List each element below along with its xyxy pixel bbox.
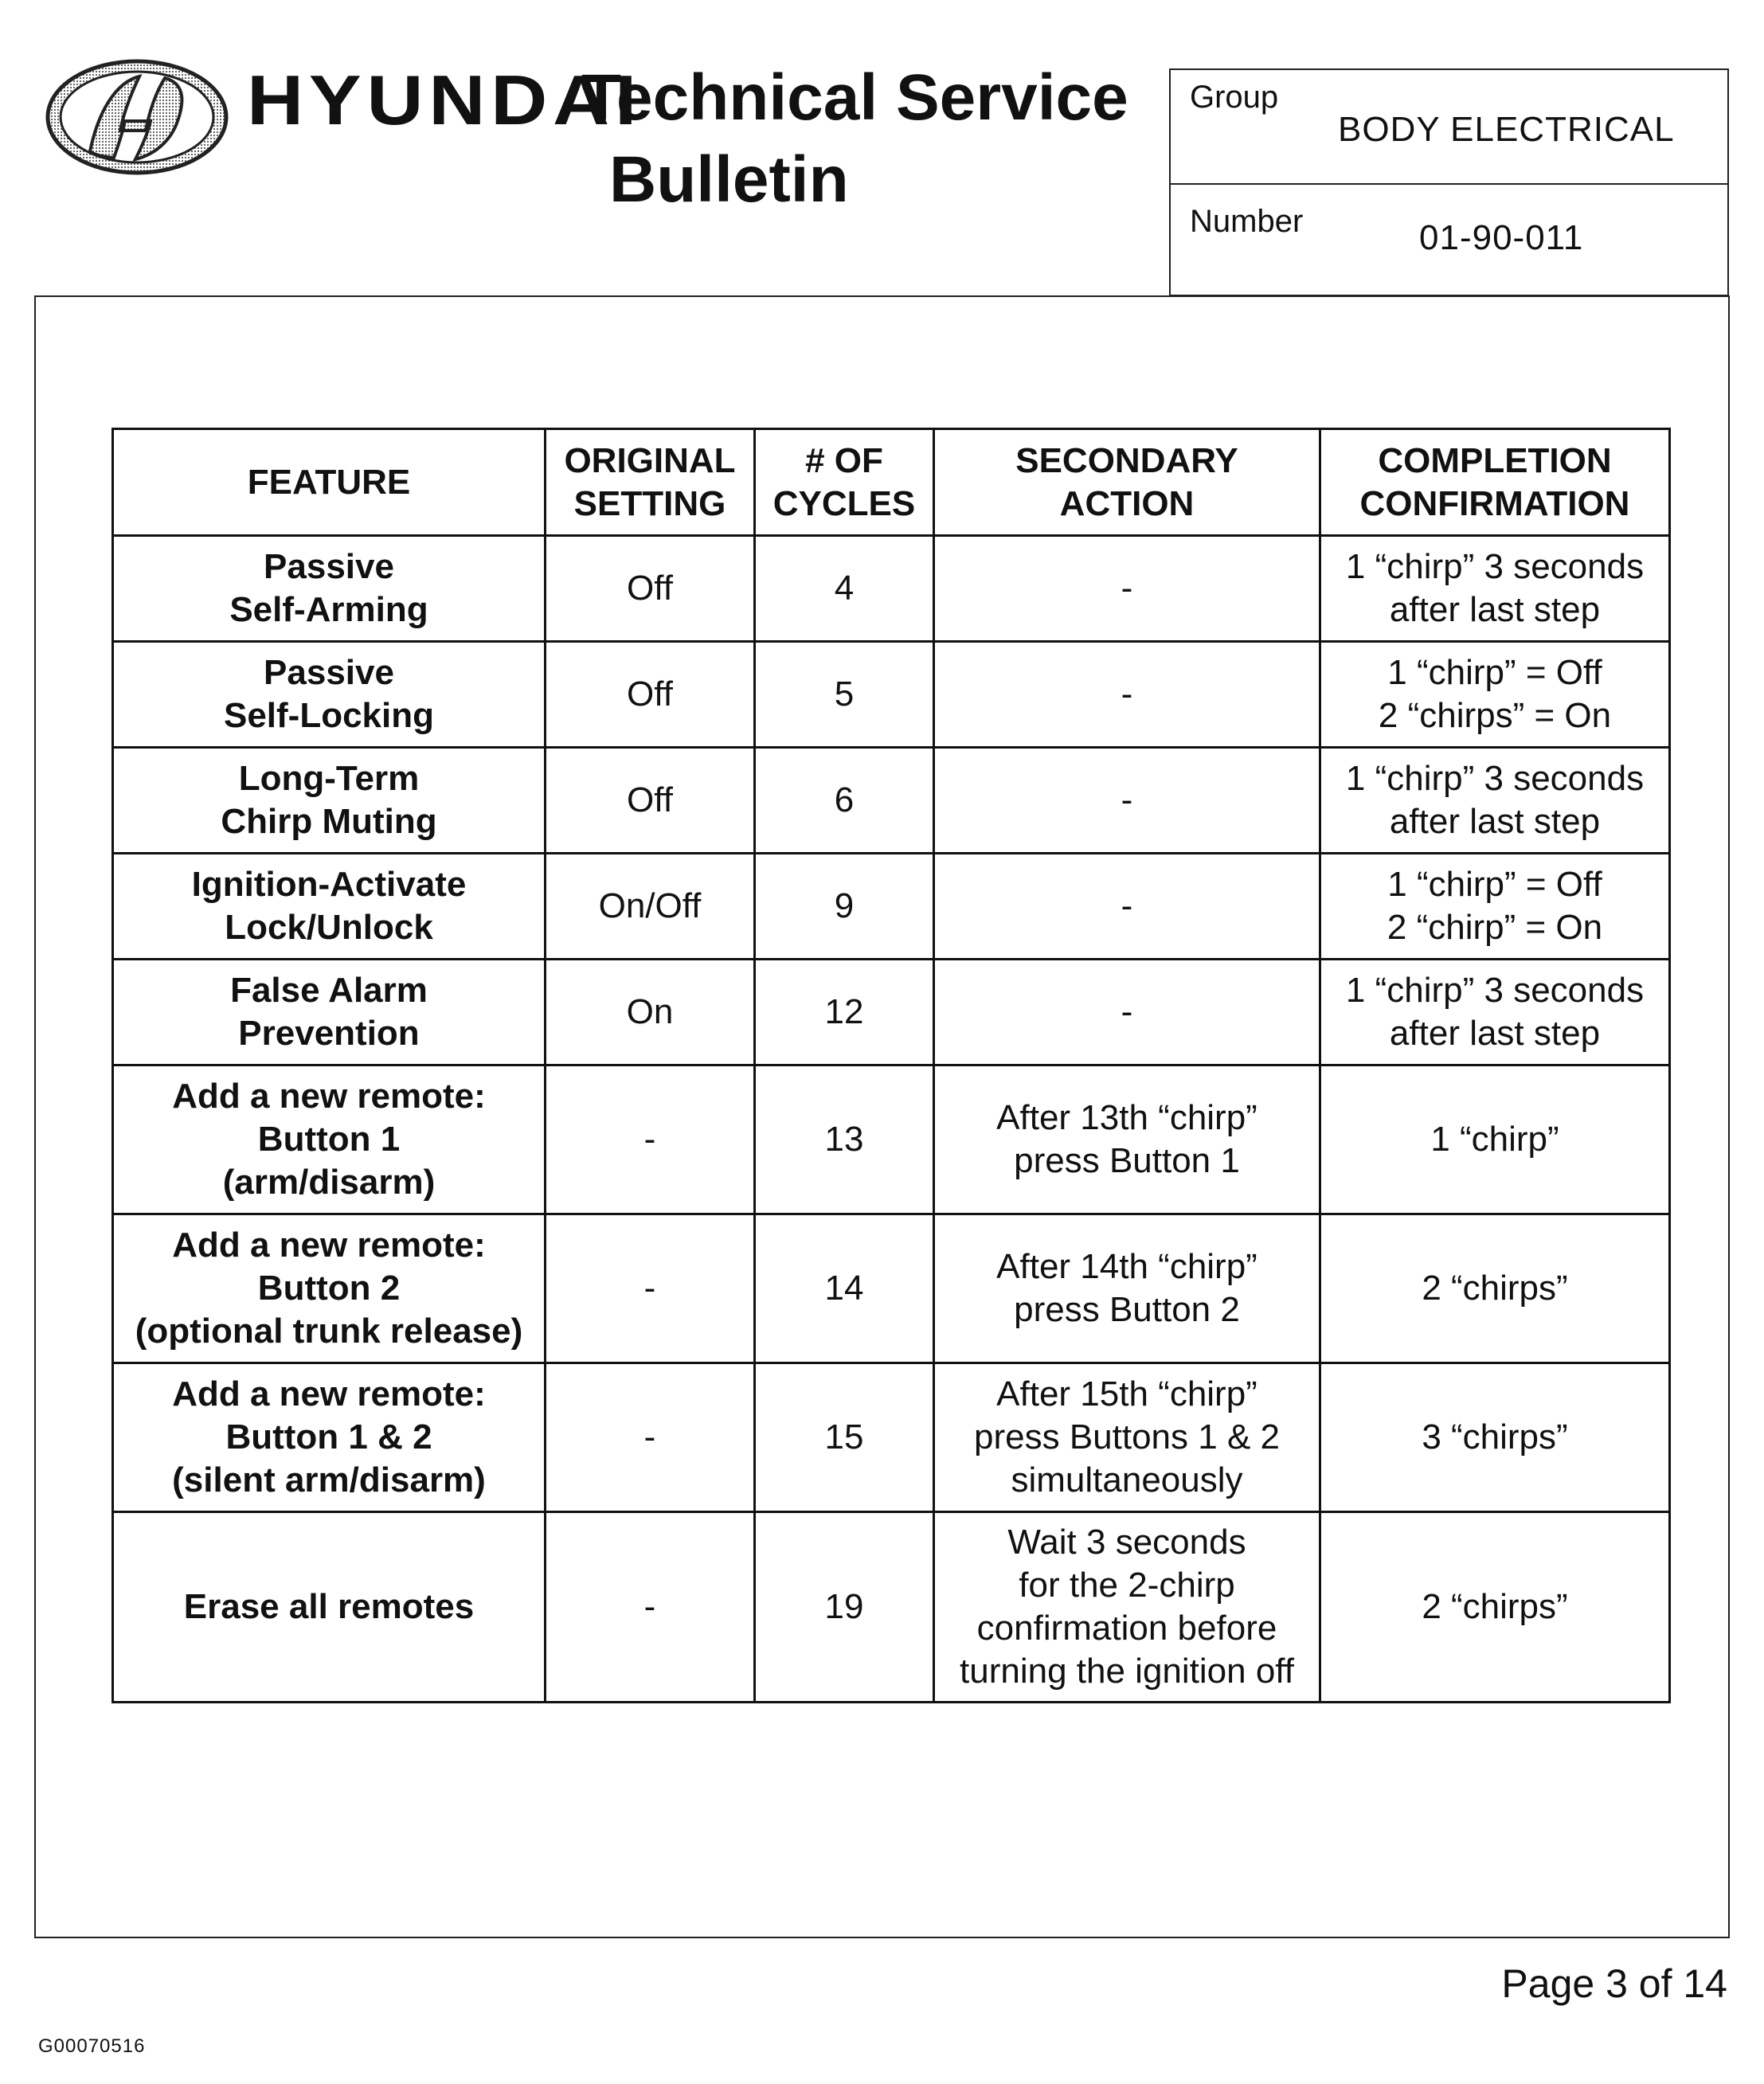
confirmation-cell: 1 “chirp” = Off 2 “chirps” = On <box>1320 642 1670 748</box>
feature-cell: Long-Term Chirp Muting <box>113 748 546 854</box>
original-setting-cell: - <box>546 1363 755 1512</box>
column-header-original-setting: ORIGINAL SETTING <box>546 429 755 536</box>
original-setting-cell: On <box>546 960 755 1065</box>
secondary-action-cell: - <box>934 748 1320 854</box>
bulletin-title-line1: Technical Service <box>581 61 1128 134</box>
cycles-cell: 15 <box>755 1363 934 1512</box>
secondary-action-cell: After 13th “chirp” press Button 1 <box>934 1065 1320 1214</box>
feature-table <box>111 428 1671 1703</box>
table-row <box>113 748 1670 854</box>
column-header-completion-confirmation: COMPLETION CONFIRMATION <box>1320 429 1670 536</box>
table-row <box>113 960 1670 1065</box>
table-row <box>113 854 1670 960</box>
confirmation-cell: 1 “chirp” 3 seconds after last step <box>1320 960 1670 1065</box>
cycles-cell: 4 <box>755 536 934 642</box>
secondary-action-cell: Wait 3 seconds for the 2-chirp confirmation before turning the ignition off <box>934 1512 1320 1703</box>
table-header-row <box>113 429 1670 536</box>
original-setting-cell: Off <box>546 642 755 748</box>
secondary-action-cell: After 15th “chirp” press Buttons 1 & 2 simultaneously <box>934 1363 1320 1512</box>
secondary-action-cell: - <box>934 536 1320 642</box>
table-row <box>113 536 1670 642</box>
secondary-action-cell: - <box>934 960 1320 1065</box>
cycles-cell: 9 <box>755 854 934 960</box>
brand-wordmark: HYUNDAI <box>247 61 643 139</box>
number-value: 01-90-011 <box>1419 218 1584 257</box>
confirmation-cell: 3 “chirps” <box>1320 1363 1670 1512</box>
column-header-secondary-action: SECONDARY ACTION <box>934 429 1320 536</box>
feature-cell: False Alarm Prevention <box>113 960 546 1065</box>
original-setting-cell: - <box>546 1065 755 1214</box>
bulletin-title-line2: Bulletin <box>609 143 849 216</box>
feature-cell: Ignition-Activate Lock/Unlock <box>113 854 546 960</box>
original-setting-cell: Off <box>546 748 755 854</box>
table-row <box>113 1214 1670 1363</box>
number-label: Number <box>1190 204 1304 239</box>
feature-cell: Add a new remote: Button 1 & 2 (silent arm/disarm) <box>113 1363 546 1512</box>
secondary-action-cell: After 14th “chirp” press Button 2 <box>934 1214 1320 1363</box>
table-row <box>113 642 1670 748</box>
secondary-action-cell: - <box>934 854 1320 960</box>
confirmation-cell: 2 “chirps” <box>1320 1512 1670 1703</box>
feature-cell: Passive Self-Arming <box>113 536 546 642</box>
cycles-cell: 5 <box>755 642 934 748</box>
bulletin-info-box <box>1169 68 1729 296</box>
cycles-cell: 14 <box>755 1214 934 1363</box>
table-row <box>113 1512 1670 1703</box>
document-code: G00070516 <box>38 2035 146 2057</box>
secondary-action-cell: - <box>934 642 1320 748</box>
feature-cell: Erase all remotes <box>113 1512 546 1703</box>
cycles-cell: 12 <box>755 960 934 1065</box>
original-setting-cell: - <box>546 1512 755 1703</box>
info-box-divider <box>1171 183 1727 185</box>
group-label: Group <box>1190 80 1279 115</box>
column-header-cycles: # OF CYCLES <box>755 429 934 536</box>
column-header-feature: FEATURE <box>113 429 546 536</box>
table-row <box>113 1363 1670 1512</box>
group-value: BODY ELECTRICAL <box>1338 110 1675 149</box>
original-setting-cell: On/Off <box>546 854 755 960</box>
original-setting-cell: - <box>546 1214 755 1363</box>
cycles-cell: 6 <box>755 748 934 854</box>
table-row <box>113 1065 1670 1214</box>
hyundai-logo-icon <box>44 57 231 177</box>
confirmation-cell: 1 “chirp” <box>1320 1065 1670 1214</box>
feature-cell: Add a new remote: Button 2 (optional trunk release) <box>113 1214 546 1363</box>
confirmation-cell: 1 “chirp” 3 seconds after last step <box>1320 536 1670 642</box>
confirmation-cell: 1 “chirp” = Off 2 “chirp” = On <box>1320 854 1670 960</box>
cycles-cell: 19 <box>755 1512 934 1703</box>
page-number: Page 3 of 14 <box>1501 1961 1727 2006</box>
feature-cell: Add a new remote: Button 1 (arm/disarm) <box>113 1065 546 1214</box>
confirmation-cell: 1 “chirp” 3 seconds after last step <box>1320 748 1670 854</box>
cycles-cell: 13 <box>755 1065 934 1214</box>
confirmation-cell: 2 “chirps” <box>1320 1214 1670 1363</box>
original-setting-cell: Off <box>546 536 755 642</box>
feature-cell: Passive Self-Locking <box>113 642 546 748</box>
